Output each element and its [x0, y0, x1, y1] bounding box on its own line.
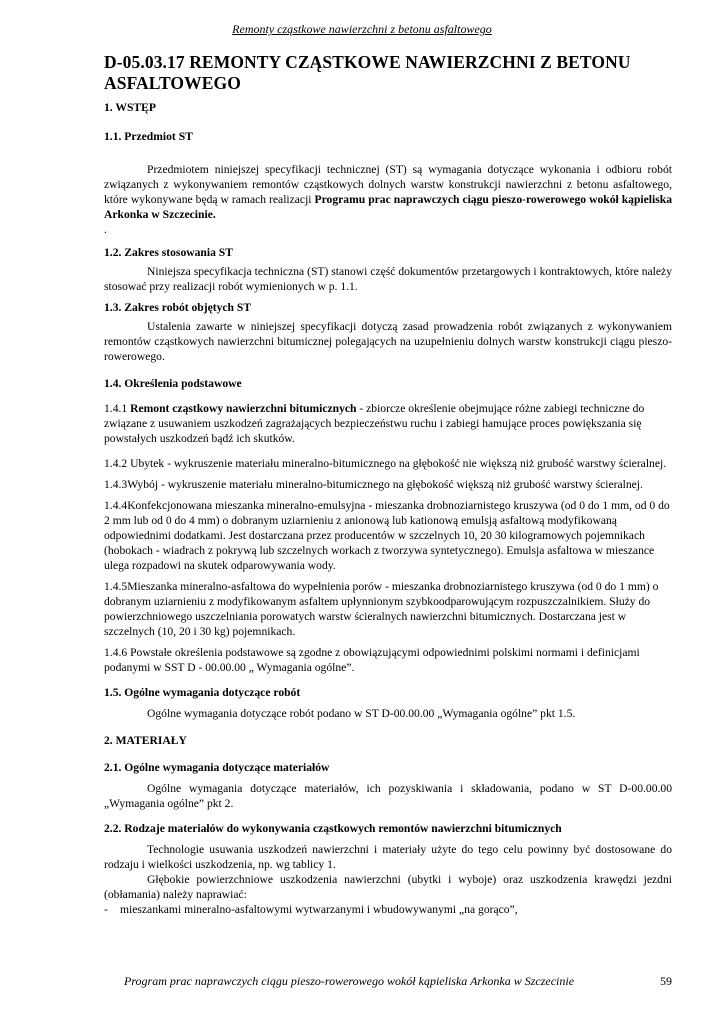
paragraph-2-2-a: Technologie usuwania uszkodzeń nawierzchni i materiały użyte do tego celu powinny być dostosowane do rodzaju i wielkości uszkodzenia, np. wg tablicy 1.	[104, 843, 672, 871]
bullet-dash-icon: -	[104, 903, 108, 916]
definition-1-4-5: 1.4.5Mieszanka mineralno-asfaltowa do wypełnienia porów - mieszanka drobnoziarnistego kruszywa (od 0 do 1 mm) o dobranym uziarnieniu z modyfikowanym asfaltem upłynnionym szybkoodparowującym rozpuszczalnikiem. Służy do powierzchniowego uszczelniania porowatych warstw ścieralnych nawierzchni bitumicznych. Dostarczana jest w szczelnych (10, 20 i 30 kg) pojemnikach.	[104, 580, 659, 638]
heading-1-3: 1.3. Zakres robót objętych ST	[104, 301, 252, 314]
heading-2: 2. MATERIAŁY	[104, 734, 187, 747]
heading-1-5: 1.5. Ogólne wymagania dotyczące robót	[104, 686, 301, 699]
heading-1: 1. WSTĘP	[104, 101, 156, 114]
heading-1-1: 1.1. Przedmiot ST	[104, 130, 193, 143]
footer-text: Program prac naprawczych ciągu pieszo-rowerowego wokół kąpieliska Arkonka w Szczecinie	[124, 974, 575, 988]
paragraph-1-3: Ustalenia zawarte w niniejszej specyfikacji dotyczą zasad prowadzenia robót związanych z wykonywaniem remontów cząstkowych nawierzchni bitumicznej polegających na uzupełnieniu dolnych warstw konstrukcji ciągu pieszo-rowerowego.	[104, 320, 672, 363]
heading-1-4: 1.4. Określenia podstawowe	[104, 377, 242, 390]
definition-1-4-1: 1.4.1 Remont cząstkowy nawierzchni bitumicznych - zbiorcze określenie obejmujące różne zabiegi techniczne do związane z usuwaniem uszkodzeń zagrażających bezpieczeństwu ruchu i zabiegi hamujące proces powiększania się powstałych uszkodzeń bądź ich skutków.	[104, 402, 645, 445]
definition-1-4-2: 1.4.2 Ubytek - wykruszenie materiału mineralno-bitumicznego na głębokość nie większą niż grubość warstwy ścieralnej.	[104, 457, 667, 470]
paragraph-2-1: Ogólne wymagania dotyczące materiałów, ich pozyskiwania i składowania, podano w ST D-00.00.00 „Wymagania ogólne” pkt 2.	[104, 782, 672, 810]
paragraph-1-5: Ogólne wymagania dotyczące robót podano w ST D-00.00.00 „Wymagania ogólne” pkt 1.5.	[147, 707, 576, 720]
heading-1-2: 1.2. Zakres stosowania ST	[104, 246, 233, 259]
heading-2-1: 2.1. Ogólne wymagania dotyczące materiałów	[104, 761, 330, 774]
paragraph-2-2-b: Głębokie powierzchniowe uszkodzenia nawierzchni (ubytki i wyboje) oraz uszkodzenia krawędzi jezdni (obłamania) należy naprawiać:	[104, 873, 672, 901]
document-title: D-05.03.17 REMONTY CZĄSTKOWE NAWIERZCHNI Z BETONU ASFALTOWEGO	[104, 52, 631, 93]
list-item: - mieszankami mineralno-asfaltowymi wytwarzanymi i wbudowywanymi „na gorąco”,	[104, 903, 518, 916]
running-header: Remonty cząstkowe nawierzchni z betonu asfaltowego	[232, 22, 492, 36]
paragraph-1-2: Niniejsza specyfikacja techniczna (ST) stanowi część dokumentów przetargowych i kontraktowych, które należy stosować przy realizacji robót wymienionych w p. 1.1.	[104, 265, 672, 293]
definition-1-4-3: 1.4.3Wybój - wykruszenie materiału mineralno-bitumicznego na głębokość większą niż grubość warstwy ścieralnej.	[104, 478, 643, 491]
page-number: 59	[660, 974, 672, 988]
page-footer	[124, 974, 672, 989]
definition-1-4-4: 1.4.4Konfekcjonowana mieszanka mineralno-emulsyjna - mieszanka drobnoziarnistego kruszywa (od 0 do 1 mm, od 0 do 2 mm lub od 0 do 4 mm) o dobranym uziarnieniu z anionową lub kationową emulsją asfaltową modyfikowaną odpowiednimi dodatkami. Jest dostarczana przez producentów w szczelnych 10, 20 30 kilogramowych pojemnikach (hobokach - wiadrach z pokrywą lub szczelnych workach z tworzywa syntetycznego). Emulsja asfaltowa w mieszance ulega rozpadowi na skutek odparowywania wody.	[104, 499, 670, 572]
document-body	[104, 52, 672, 917]
definition-1-4-6: 1.4.6 Powstałe określenia podstawowe są zgodne z obowiązującymi odpowiednimi polskimi normami i definicjami podanymi w SST D - 00.00.00 „ Wymagania ogólne”.	[104, 646, 640, 674]
paragraph-1-1: Przedmiotem niniejszej specyfikacji technicznej (ST) są wymagania dotyczące wykonania i odbioru robót związanych z wykonywaniem remontów cząstkowych dolnych warstw konstrukcji nawierzchni z betonu asfaltowego, które wykonywane będą w ramach realizacji Programu prac naprawczych ciągu pieszo-rowerowego wokół kąpieliska Arkonka w Szczecinie.	[104, 163, 672, 221]
heading-2-2: 2.2. Rodzaje materiałów do wykonywania cząstkowych remontów nawierzchni bitumicznych	[104, 822, 562, 835]
stray-dot: .	[104, 223, 107, 236]
